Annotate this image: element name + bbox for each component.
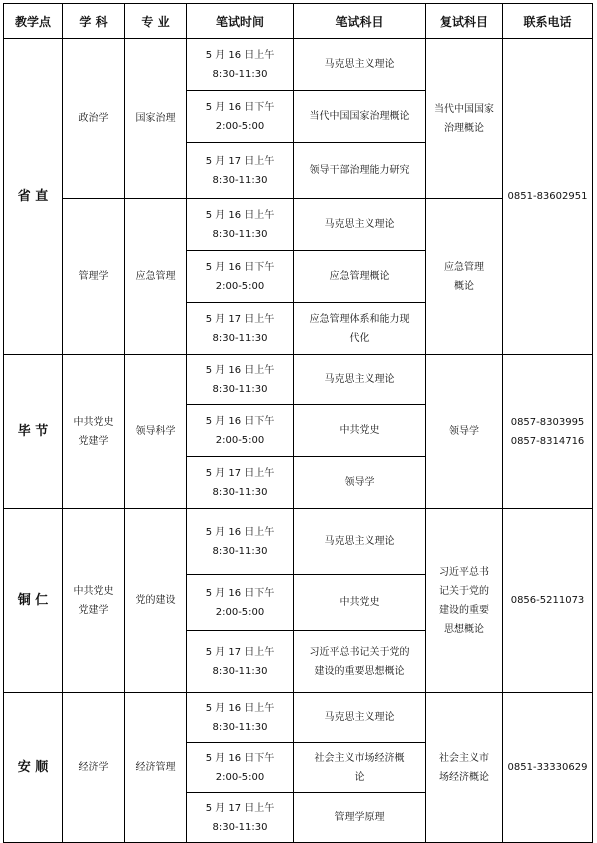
written-subject-cell: 习近平总书记关于党的 建设的重要思想概论 <box>294 631 426 693</box>
phone-cell: 0851-83602951 <box>503 39 593 355</box>
written-time-cell: 5 月 16 日下午 2:00-5:00 <box>187 743 294 793</box>
retest-subject-cell: 应急管理 概论 <box>426 199 503 355</box>
major-cell: 应急管理 <box>125 199 187 355</box>
written-subject-cell: 社会主义市场经济概 论 <box>294 743 426 793</box>
header-retest-subject: 复试科目 <box>426 4 503 39</box>
discipline-cell: 中共党史 党建学 <box>63 509 125 693</box>
written-time-cell: 5 月 16 日下午 2:00-5:00 <box>187 405 294 457</box>
retest-subject-cell: 习近平总书 记关于党的 建设的重要 思想概论 <box>426 509 503 693</box>
header-written-subject: 笔试科目 <box>294 4 426 39</box>
discipline-cell: 管理学 <box>63 199 125 355</box>
site-cell: 安 顺 <box>4 693 63 843</box>
major-cell: 领导科学 <box>125 355 187 509</box>
phone-cell: 0851-33330629 <box>503 693 593 843</box>
written-time-cell: 5 月 16 日下午 2:00-5:00 <box>187 251 294 303</box>
table-row <box>4 509 593 575</box>
phone-cell: 0857-8303995 0857-8314716 <box>503 355 593 509</box>
written-time-cell: 5 月 17 日上午 8:30-11:30 <box>187 631 294 693</box>
written-time-cell: 5 月 16 日上午 8:30-11:30 <box>187 509 294 575</box>
written-subject-cell: 马克思主义理论 <box>294 39 426 91</box>
written-subject-cell: 应急管理体系和能力现 代化 <box>294 303 426 355</box>
written-subject-cell: 马克思主义理论 <box>294 199 426 251</box>
written-subject-cell: 马克思主义理论 <box>294 355 426 405</box>
table-row <box>4 693 593 743</box>
header-discipline: 学 科 <box>63 4 125 39</box>
written-subject-cell: 马克思主义理论 <box>294 509 426 575</box>
header-major: 专 业 <box>125 4 187 39</box>
written-time-cell: 5 月 16 日上午 8:30-11:30 <box>187 355 294 405</box>
written-subject-cell: 应急管理概论 <box>294 251 426 303</box>
written-time-cell: 5 月 16 日下午 2:00-5:00 <box>187 575 294 631</box>
written-time-cell: 5 月 17 日上午 8:30-11:30 <box>187 303 294 355</box>
site-cell: 省 直 <box>4 39 63 355</box>
written-time-cell: 5 月 16 日上午 8:30-11:30 <box>187 39 294 91</box>
header-row <box>4 4 593 39</box>
written-time-cell: 5 月 17 日上午 8:30-11:30 <box>187 793 294 843</box>
written-time-cell: 5 月 17 日上午 8:30-11:30 <box>187 143 294 199</box>
table-row <box>4 39 593 91</box>
written-time-cell: 5 月 16 日上午 8:30-11:30 <box>187 693 294 743</box>
exam-schedule-table <box>3 3 593 843</box>
site-cell: 毕 节 <box>4 355 63 509</box>
retest-subject-cell: 当代中国国家 治理概论 <box>426 39 503 199</box>
written-time-cell: 5 月 16 日下午 2:00-5:00 <box>187 91 294 143</box>
discipline-cell: 政治学 <box>63 39 125 199</box>
written-time-cell: 5 月 17 日上午 8:30-11:30 <box>187 457 294 509</box>
written-subject-cell: 领导干部治理能力研究 <box>294 143 426 199</box>
written-subject-cell: 中共党史 <box>294 405 426 457</box>
major-cell: 经济管理 <box>125 693 187 843</box>
header-site: 教学点 <box>4 4 63 39</box>
table-row <box>4 355 593 405</box>
written-subject-cell: 中共党史 <box>294 575 426 631</box>
header-written-time: 笔试时间 <box>187 4 294 39</box>
site-cell: 铜 仁 <box>4 509 63 693</box>
retest-subject-cell: 社会主义市 场经济概论 <box>426 693 503 843</box>
written-subject-cell: 管理学原理 <box>294 793 426 843</box>
major-cell: 国家治理 <box>125 39 187 199</box>
discipline-cell: 中共党史 党建学 <box>63 355 125 509</box>
header-phone: 联系电话 <box>503 4 593 39</box>
retest-subject-cell: 领导学 <box>426 355 503 509</box>
written-subject-cell: 马克思主义理论 <box>294 693 426 743</box>
phone-cell: 0856-5211073 <box>503 509 593 693</box>
written-time-cell: 5 月 16 日上午 8:30-11:30 <box>187 199 294 251</box>
discipline-cell: 经济学 <box>63 693 125 843</box>
written-subject-cell: 领导学 <box>294 457 426 509</box>
major-cell: 党的建设 <box>125 509 187 693</box>
written-subject-cell: 当代中国国家治理概论 <box>294 91 426 143</box>
